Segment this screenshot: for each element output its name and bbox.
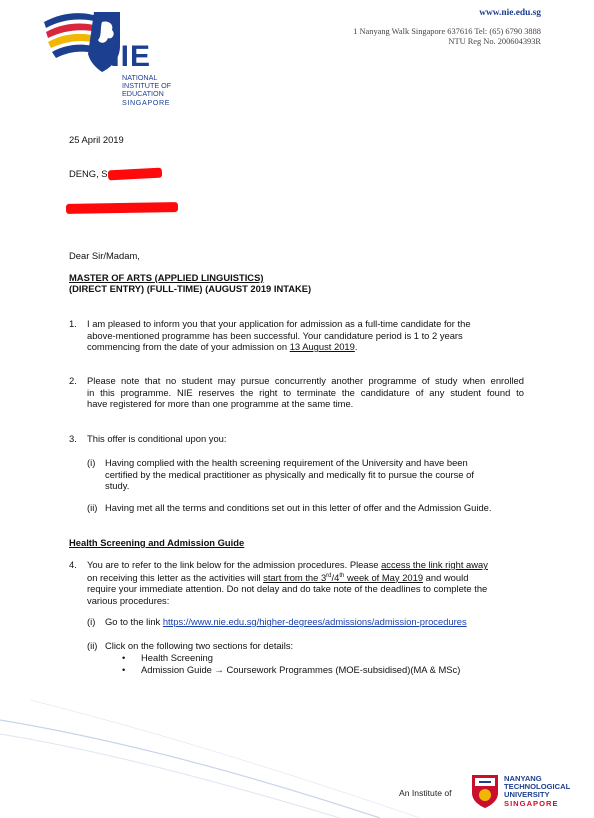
link-instruction: Go to the link https://www.nie.edu.sg/higher-degrees/admissions/admission-procedures	[105, 616, 467, 627]
admission-procedures-link[interactable]: https://www.nie.edu.sg/higher-degrees/admissions/admission-procedures	[162, 616, 467, 627]
sub-item-number: (ii)	[87, 640, 98, 651]
bullet-item-health-screening: Health Screening	[141, 652, 213, 663]
ntu-wordmark: NANYANG TECHNOLOGICAL UNIVERSITY SINGAPORE	[504, 774, 571, 808]
redaction-mark	[66, 202, 178, 214]
address-line: 1 Nanyang Walk Singapore 637616 Tel: (65) 6790 3888	[353, 26, 541, 36]
admission-date: 13 August 2019	[289, 341, 355, 352]
redaction-mark	[108, 168, 162, 181]
bullet-item-admission-guide: Admission Guide → Coursework Programmes (MOE-subsidised)(MA & MSc)	[141, 664, 461, 675]
registration-number: NTU Reg No. 200604393R	[448, 37, 541, 46]
sub-item-number: (ii)	[87, 502, 98, 513]
an-institute-of-text: An Institute of	[399, 788, 452, 798]
condition-i: Having complied with the health screening requirement of the University and have been certified by the medical practitioner as physically and medically fit to pursue the course of study.	[105, 457, 474, 491]
condition-ii: Having met all the terms and conditions set out in this letter of offer and the Admission Guide.	[105, 502, 492, 513]
sub-item-number: (i)	[87, 616, 96, 627]
paragraph-1: I am pleased to inform you that your application for admission as a full-time candidate for the above-mentioned programme has been successful. Your candidature period is 1 to 2 years commencing from the date of your admission on 13 August 2019.	[87, 318, 471, 352]
paragraph-4: You are to refer to the link below for the admission procedures. Please access the link right away on receiving this letter as the activities will start from the 3rd/4th week of May 2019 and would require your immediate attention. Do not delay and do take note of the deadlines to complete the various procedures:	[87, 559, 488, 606]
paragraph-3: This offer is conditional upon you:	[87, 433, 227, 444]
salutation: Dear Sir/Madam,	[69, 250, 140, 261]
section-heading: Health Screening and Admission Guide	[69, 537, 245, 548]
paragraph-number: 1.	[69, 318, 77, 329]
ntu-crest-icon	[470, 773, 500, 809]
bullet-icon: •	[122, 652, 126, 663]
subject-line-1: MASTER OF ARTS (APPLIED LINGUISTICS)	[69, 272, 264, 283]
paragraph-2: Please note that no student may pursue concurrently another programme of study when enrolled in this programme. NIE reserves the right to terminate the candidature of any student found to have registered for more than one programme at the same time.	[87, 375, 524, 409]
start-week-text: start from the 3rd/4th week of May 2019	[263, 571, 424, 583]
recipient-name: DENG, S	[69, 168, 108, 179]
paragraph-number: 3.	[69, 433, 77, 444]
sub-item-number: (i)	[87, 457, 96, 468]
letterhead-contact	[353, 8, 541, 48]
paragraph-number: 2.	[69, 375, 77, 386]
sections-instruction: Click on the following two sections for details:	[105, 640, 294, 651]
nie-logo-subtitle: NATIONAL INSTITUTE OF EDUCATION SINGAPORE	[122, 73, 172, 107]
nie-logo-text: NIE	[98, 40, 152, 73]
paragraph-number: 4.	[69, 559, 77, 570]
letter-date: 25 April 2019	[69, 134, 124, 145]
subject-line-2: (DIRECT ENTRY) (FULL-TIME) (AUGUST 2019 INTAKE)	[69, 283, 312, 294]
website-link[interactable]: www.nie.edu.sg	[479, 8, 541, 18]
bullet-icon: •	[122, 664, 126, 675]
